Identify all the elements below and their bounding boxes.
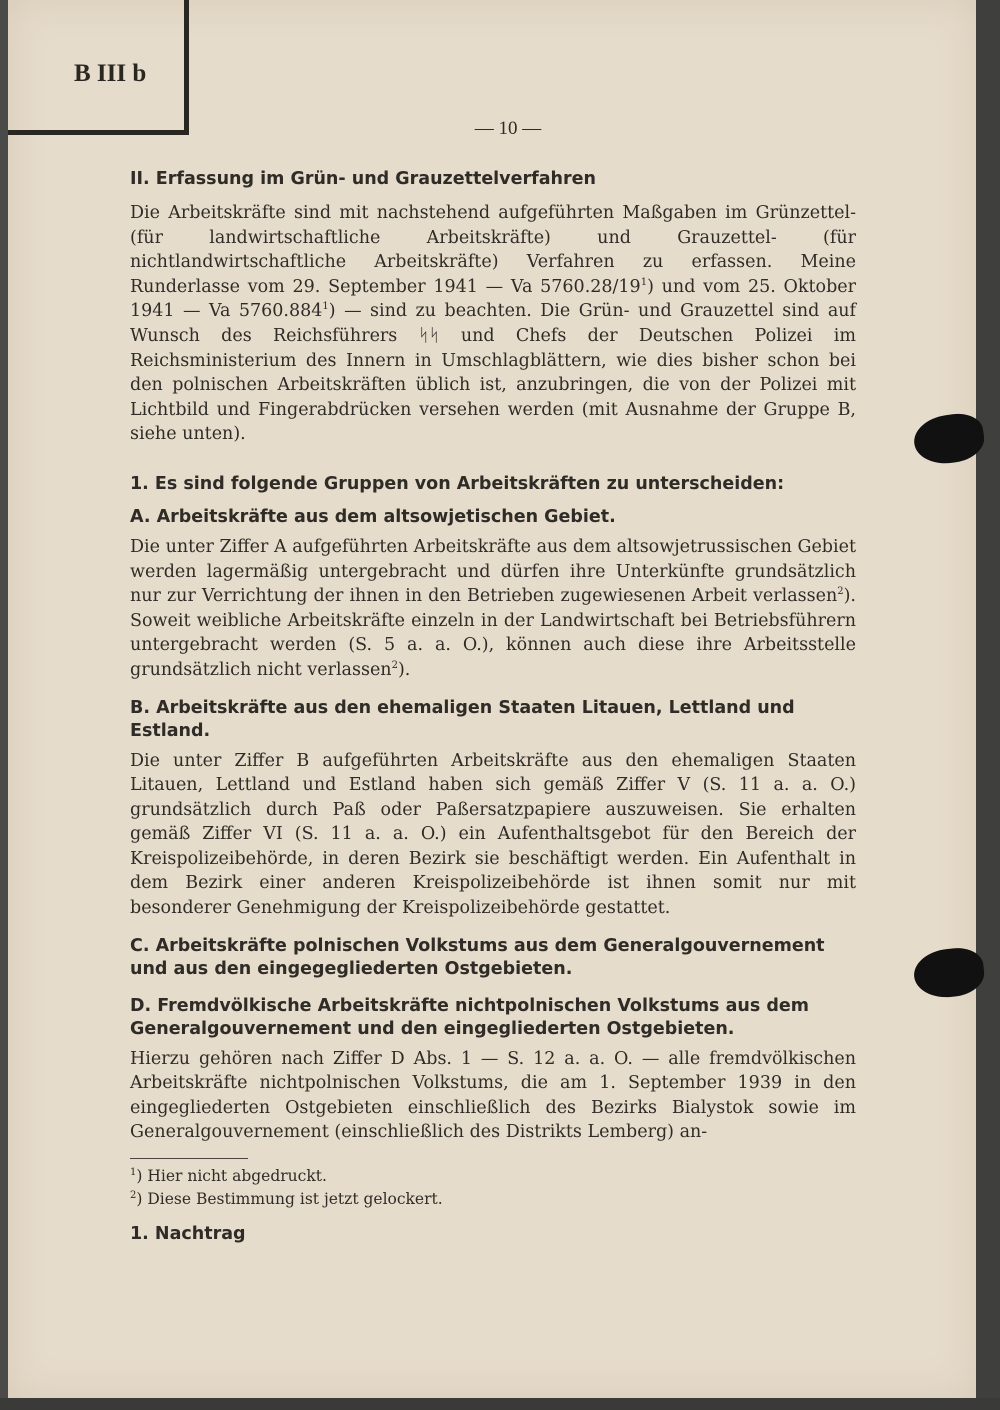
group-b-paragraph: Die unter Ziffer B aufgeführten Arbeitskräfte aus den ehemaligen Staaten Litauen, Lettland und Estland haben sich gemäß Ziffer V (S. 11 a. a. O.) grundsätzlich durch Paß oder Paßersatzpapiere auszuweisen. Sie erhalten gemäß Ziffer VI (S. 11 a. a. O.) ein Aufenthaltsgebot für den Bereich der Kreispolizeibehörde, in deren Bezirk sie beschäftigt werden. Ein Aufenthalt in dem Bezirk einer anderen Kreispolizeibehörde ist ihnen somit nur mit besonderer Genehmigung der Kreispolizeibehörde gestattet. — [130, 750, 856, 919]
footnote-ref: 2 — [837, 586, 844, 598]
main-text — [130, 168, 856, 1246]
section-heading: II. Erfassung im Grün- und Grauzettelverfahren — [130, 169, 596, 189]
footnote-divider — [130, 1158, 248, 1159]
scan-right-edge — [976, 0, 1000, 1410]
group-d-heading: D. Fremdvölkische Arbeitskräfte nichtpolnischen Volkstums aus dem Generalgouvernement und den eingegliederten Ostgebieten. — [130, 995, 809, 1039]
footnote-ref: 2 — [391, 660, 398, 672]
footnote-1: $^1$) Hier nicht abgedruckt. — [130, 1166, 327, 1186]
classification-box — [8, 0, 189, 135]
footnote-2: $^2$) Diese Bestimmung ist jetzt gelockert. — [130, 1189, 443, 1209]
intro-paragraph: Die Arbeitskräfte sind mit nachstehend aufgeführten Maßgaben im Grünzettel- (für landwirtschaftliche Arbeitskräfte) und Grauzettel- (für nichtlandwirtschaftliche Arbeitskräfte) Verfahren zu erfassen. Meine Runderlasse vom 29. September 1941 — Va $5760.28/19^1$) und vom 25. Oktober 1941 — Va 5760.884$^1$) — sind zu beachten. Die Grün- und Grauzettel sind auf Wunsch des Reichsführers ᛋᛋ und Chefs der Deutschen Polizei im Reichsministerium des Innern in Umschlagblättern, wie dies bisher schon bei den polnischen Arbeitskräften üblich ist, anzubringen, die von der Polizei mit Lichtbild und Fingerabdrücken versehen werden (mit Ausnahme der Gruppe B, siehe unten). — [130, 203, 856, 445]
group-a-paragraph: Die unter Ziffer A aufgeführten Arbeitskräfte aus dem altsowjetrussischen Gebiet werden lagermäßig untergebracht und dürfen ihre Unterkünfte grundsätzlich nur zur Verrichtung der ihnen in den Betrieben zugewiesenen Arbeit verlassen$^2$). Soweit weibliche Arbeitskräfte einzeln in der Landwirtschaft bei Betriebsführern untergebracht werden (S. 5 a. a. O.), können auch diese ihre Arbeitsstelle grundsätzlich nicht verlassen$^2$). — [130, 536, 856, 680]
punch-hole-bottom — [912, 945, 987, 1000]
document-page — [8, 0, 976, 1398]
scan-bottom-edge — [0, 1398, 1000, 1410]
group-b-heading: B. Arbeitskräfte aus den ehemaligen Staaten Litauen, Lettland und Estland. — [130, 697, 795, 741]
group-d-paragraph: Hierzu gehören nach Ziffer D Abs. 1 — S. 12 a. a. O. — alle fremdvölkischen Arbeitskräfte nichtpolnischen Volkstums, die am 1. September 1939 in den eingegliederten Ostgebieten einschließlich des Bezirks Bialystok sowie im Generalgouvernement (einschließlich des Distrikts Lemberg) an- — [130, 1048, 856, 1143]
groups-heading: 1. Es sind folgende Gruppen von Arbeitskräften zu unterscheiden: — [130, 473, 785, 494]
punch-hole-top — [911, 410, 987, 467]
group-c-heading: C. Arbeitskräfte polnischen Volkstums aus dem Generalgouvernement und aus den eingegegliederten Ostgebieten. — [130, 935, 825, 979]
classification-label: B III b — [74, 60, 147, 87]
group-a-heading: A. Arbeitskräfte aus dem altsowjetischen Gebiet. — [130, 506, 616, 527]
footnote-ref: 1 — [322, 301, 329, 313]
page-number: — 10 — — [474, 118, 542, 139]
footnote-ref: 1 — [640, 276, 648, 288]
supplement-label: 1. Nachtrag — [130, 1224, 246, 1245]
